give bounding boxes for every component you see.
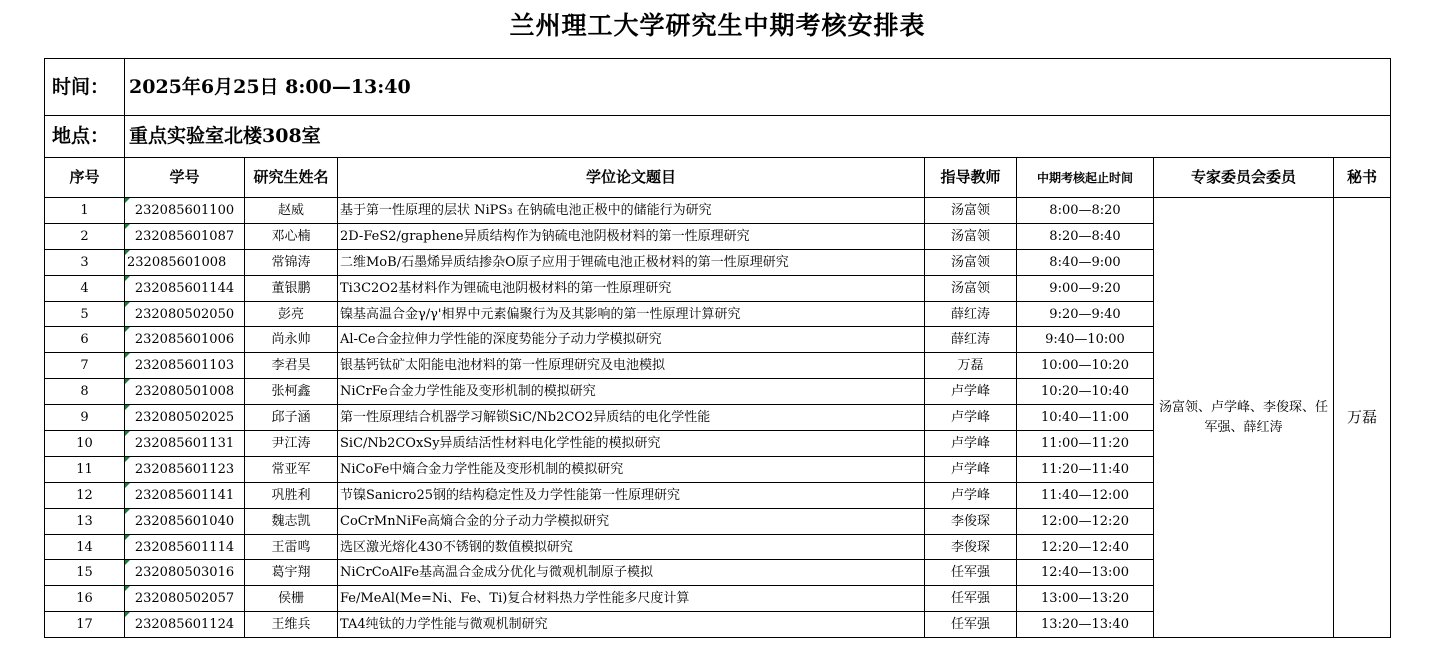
cell-marker-icon <box>125 586 130 591</box>
cell-student-id <box>125 275 245 301</box>
cell-time: 12:00—12:20 <box>1017 508 1154 534</box>
table-row <box>45 198 1391 224</box>
cell-time: 10:20—10:40 <box>1017 379 1154 405</box>
student-id-text: 232080502025 <box>134 410 235 426</box>
cell-advisor: 卢学峰 <box>925 431 1017 457</box>
cell-student-id <box>125 431 245 457</box>
cell-marker-icon <box>125 353 130 358</box>
cell-no: 3 <box>45 249 125 275</box>
cell-name: 王维兵 <box>245 612 338 638</box>
cell-student-id <box>125 612 245 638</box>
header-thesis: 学位论文题目 <box>338 158 925 198</box>
cell-student-id <box>125 379 245 405</box>
cell-marker-icon <box>125 224 130 229</box>
time-value: 2025年6月25日 8:00—13:40 <box>125 59 1391 116</box>
cell-name: 葛宇翔 <box>245 560 338 586</box>
cell-marker-icon <box>125 302 130 307</box>
cell-thesis: NiCrFe合金力学性能及变形机制的模拟研究 <box>338 379 925 405</box>
student-id-text: 232085601087 <box>134 228 235 244</box>
schedule-table <box>44 58 1391 638</box>
cell-marker-icon <box>125 276 130 281</box>
cell-time: 9:40—10:00 <box>1017 327 1154 353</box>
cell-advisor: 卢学峰 <box>925 379 1017 405</box>
cell-name: 董银鹏 <box>245 275 338 301</box>
cell-time: 10:40—11:00 <box>1017 405 1154 431</box>
cell-no: 4 <box>45 275 125 301</box>
header-name: 研究生姓名 <box>245 158 338 198</box>
cell-no: 5 <box>45 301 125 327</box>
cell-advisor: 李俊琛 <box>925 534 1017 560</box>
cell-name: 邱子涵 <box>245 405 338 431</box>
cell-name: 常亚军 <box>245 456 338 482</box>
cell-marker-icon <box>125 379 130 384</box>
cell-thesis: 基于第一性原理的层状 NiPS₃ 在钠硫电池正极中的储能行为研究 <box>338 198 925 224</box>
cell-no: 7 <box>45 353 125 379</box>
cell-time: 11:20—11:40 <box>1017 456 1154 482</box>
cell-time: 11:00—11:20 <box>1017 431 1154 457</box>
student-id-text: 232085601141 <box>134 487 235 503</box>
cell-advisor: 李俊琛 <box>925 508 1017 534</box>
cell-marker-icon <box>125 405 130 410</box>
student-id-text: 232085601131 <box>134 435 235 451</box>
cell-thesis: CoCrMnNiFe高熵合金的分子动力学模拟研究 <box>338 508 925 534</box>
cell-thesis: NiCoFe中熵合金力学性能及变形机制的模拟研究 <box>338 456 925 482</box>
cell-name: 张柯鑫 <box>245 379 338 405</box>
cell-no: 1 <box>45 198 125 224</box>
cell-marker-icon <box>125 509 130 514</box>
cell-secretary: 万磊 <box>1334 198 1391 638</box>
cell-marker-icon <box>125 483 130 488</box>
cell-thesis: 镍基高温合金γ/γ'相界中元素偏聚行为及其影响的第一性原理计算研究 <box>338 301 925 327</box>
cell-marker-icon <box>125 612 130 617</box>
cell-advisor: 汤富领 <box>925 198 1017 224</box>
student-id-text: 232085601123 <box>134 461 235 477</box>
student-id-text: 232080503016 <box>134 565 235 581</box>
place-value: 重点实验室北楼308室 <box>125 116 1391 158</box>
cell-advisor: 薛红涛 <box>925 327 1017 353</box>
cell-thesis: 二维MoB/石墨烯异质结掺杂O原子应用于锂硫电池正极材料的第一性原理研究 <box>338 249 925 275</box>
header-advisor: 指导教师 <box>925 158 1017 198</box>
cell-name: 尹江涛 <box>245 431 338 457</box>
cell-thesis: Al-Ce合金拉伸力学性能的深度势能分子动力学模拟研究 <box>338 327 925 353</box>
cell-marker-icon <box>125 535 130 540</box>
cell-time: 10:00—10:20 <box>1017 353 1154 379</box>
cell-name: 王雷鸣 <box>245 534 338 560</box>
cell-student-id <box>125 508 245 534</box>
cell-no: 8 <box>45 379 125 405</box>
cell-marker-icon <box>125 431 130 436</box>
cell-advisor: 卢学峰 <box>925 405 1017 431</box>
cell-advisor: 卢学峰 <box>925 482 1017 508</box>
table-header-row <box>45 158 1391 198</box>
student-id-text: 232085601114 <box>134 539 235 555</box>
student-id-text: 232085601008 <box>127 254 227 270</box>
cell-no: 10 <box>45 431 125 457</box>
cell-time: 9:20—9:40 <box>1017 301 1154 327</box>
cell-time: 13:00—13:20 <box>1017 586 1154 612</box>
cell-name: 彭亮 <box>245 301 338 327</box>
cell-marker-icon <box>125 198 130 203</box>
cell-name: 魏志凯 <box>245 508 338 534</box>
time-label: 时间： <box>45 59 125 116</box>
cell-student-id <box>125 482 245 508</box>
cell-time: 11:40—12:00 <box>1017 482 1154 508</box>
cell-advisor: 任军强 <box>925 560 1017 586</box>
cell-no: 9 <box>45 405 125 431</box>
student-id-text: 232085601040 <box>134 513 235 529</box>
cell-advisor: 汤富领 <box>925 275 1017 301</box>
cell-advisor: 汤富领 <box>925 223 1017 249</box>
cell-marker-icon <box>125 250 130 255</box>
cell-student-id <box>125 353 245 379</box>
cell-thesis: SiC/Nb2COxSy异质结活性材料电化学性能的模拟研究 <box>338 431 925 457</box>
header-student-id: 学号 <box>125 158 245 198</box>
cell-advisor: 任军强 <box>925 612 1017 638</box>
cell-advisor: 卢学峰 <box>925 456 1017 482</box>
student-id-text: 232080501008 <box>134 384 235 400</box>
header-secretary: 秘书 <box>1334 158 1391 198</box>
student-id-text: 232080502057 <box>134 591 235 607</box>
cell-student-id <box>125 534 245 560</box>
page-title: 兰州理工大学研究生中期考核安排表 <box>509 11 926 40</box>
student-id-text: 232085601103 <box>134 358 235 374</box>
student-id-text: 232085601006 <box>134 332 235 348</box>
header-committee: 专家委员会委员 <box>1154 158 1334 198</box>
cell-name: 侯栅 <box>245 586 338 612</box>
cell-student-id <box>125 456 245 482</box>
cell-advisor: 任军强 <box>925 586 1017 612</box>
cell-name: 常锦涛 <box>245 249 338 275</box>
cell-thesis: 选区激光熔化430不锈钢的数值模拟研究 <box>338 534 925 560</box>
cell-name: 赵威 <box>245 198 338 224</box>
cell-thesis: TA4纯钛的力学性能与微观机制研究 <box>338 612 925 638</box>
place-label: 地点： <box>45 116 125 158</box>
cell-advisor: 薛红涛 <box>925 301 1017 327</box>
cell-student-id <box>125 249 245 275</box>
cell-student-id <box>125 586 245 612</box>
cell-time: 8:20—8:40 <box>1017 223 1154 249</box>
cell-no: 11 <box>45 456 125 482</box>
cell-thesis: 节镍Sanicro25钢的结构稳定性及力学性能第一性原理研究 <box>338 482 925 508</box>
cell-student-id <box>125 405 245 431</box>
cell-thesis: Fe/MeAl(Me=Ni、Fe、Ti)复合材料热力学性能多尺度计算 <box>338 586 925 612</box>
cell-no: 12 <box>45 482 125 508</box>
student-id-text: 232080502050 <box>134 306 235 322</box>
cell-time: 12:20—12:40 <box>1017 534 1154 560</box>
cell-time: 13:20—13:40 <box>1017 612 1154 638</box>
cell-no: 2 <box>45 223 125 249</box>
cell-no: 13 <box>45 508 125 534</box>
cell-marker-icon <box>125 457 130 462</box>
cell-student-id <box>125 301 245 327</box>
cell-time: 12:40—13:00 <box>1017 560 1154 586</box>
cell-marker-icon <box>125 560 130 565</box>
cell-thesis: NiCrCoAlFe基高温合金成分优化与微观机制原子模拟 <box>338 560 925 586</box>
student-id-text: 232085601144 <box>134 280 235 296</box>
cell-student-id <box>125 223 245 249</box>
cell-committee: 汤富领、卢学峰、李俊琛、任军强、薛红涛 <box>1154 198 1334 638</box>
cell-no: 17 <box>45 612 125 638</box>
cell-time: 8:40—9:00 <box>1017 249 1154 275</box>
cell-thesis: 第一性原理结合机器学习解锁SiC/Nb2CO2异质结的电化学性能 <box>338 405 925 431</box>
cell-thesis: 银基钙钛矿太阳能电池材料的第一性原理研究及电池模拟 <box>338 353 925 379</box>
cell-time: 8:00—8:20 <box>1017 198 1154 224</box>
cell-no: 15 <box>45 560 125 586</box>
student-id-text: 232085601124 <box>134 617 235 633</box>
cell-time: 9:00—9:20 <box>1017 275 1154 301</box>
cell-name: 邓心楠 <box>245 223 338 249</box>
student-id-text: 232085601100 <box>134 202 235 218</box>
cell-no: 16 <box>45 586 125 612</box>
cell-no: 14 <box>45 534 125 560</box>
cell-student-id <box>125 327 245 353</box>
cell-student-id <box>125 560 245 586</box>
cell-name: 尚永帅 <box>245 327 338 353</box>
cell-no: 6 <box>45 327 125 353</box>
cell-name: 巩胜利 <box>245 482 338 508</box>
cell-thesis: 2D-FeS2/graphene异质结构作为钠硫电池阴极材料的第一性原理研究 <box>338 223 925 249</box>
cell-name: 李君昊 <box>245 353 338 379</box>
cell-marker-icon <box>125 327 130 332</box>
cell-thesis: Ti3C2O2基材料作为锂硫电池阴极材料的第一性原理研究 <box>338 275 925 301</box>
cell-advisor: 万磊 <box>925 353 1017 379</box>
header-time: 中期考核起止时间 <box>1017 158 1154 198</box>
header-no: 序号 <box>45 158 125 198</box>
cell-student-id <box>125 198 245 224</box>
cell-advisor: 汤富领 <box>925 249 1017 275</box>
